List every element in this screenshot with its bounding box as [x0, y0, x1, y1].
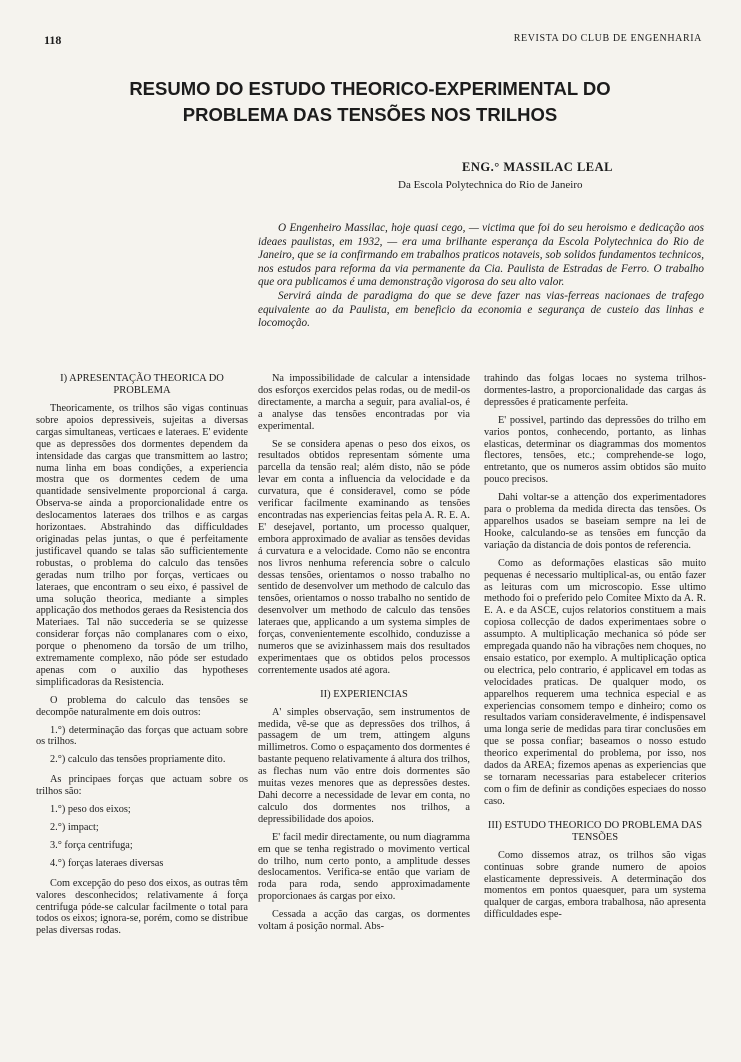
list-item: 2.°) calculo das tensões propriamente dito. — [50, 754, 226, 766]
problem-list — [36, 725, 248, 767]
author: ENG.° MASSILAC LEAL — [462, 160, 613, 174]
paragraph: Dahi voltar-se a attenção dos experimentadores para o problema da medida directa das tensões. Os apparelhos usados se baseiam sempre na lei de Hooke, calculando-se as tensões em funcção da variação da distancia de dois pontos de referencia. — [484, 492, 706, 551]
paragraph: E' possivel, partindo das depressões do trilho em varios pontos, conhecendo, portanto, as linhas elasticas, determinar os diagrammas dos momentos flectores, tensões, etc.; comprehende-se logo, entretanto, que os numeros assim obtidos são muito pouco precisos. — [484, 414, 706, 486]
affiliation: Da Escola Polytechnica do Rio de Janeiro — [398, 179, 583, 191]
list-item: 2.°) impact; — [50, 822, 99, 833]
paragraph: A' simples observação, sem instrumentos de medida, vê-se que as depressões dos trilhos, á passagem de um trem, attingem alguns millimetros. Como o espaçamento dos dormentes é bastante pequeno relativamente á altura dos trilhos, as flechas num vão entre dois dormentes são muitas vezes menores que as depressões destes. Dahi decorre a necessidade de levar em conta, no calculo dos dormentes nos trilhos, a depressibilidade dos apoios. — [258, 706, 470, 825]
list-item: 4.°) forças lateraes diversas — [50, 857, 164, 869]
forces-list — [36, 804, 248, 870]
list-item: 1.°) peso dos eixos; — [50, 804, 131, 816]
column-2 — [258, 373, 470, 939]
section-heading: I) APRESENTAÇÃO THEORICA DO PROBLEMA — [60, 373, 224, 396]
running-head: REVISTA DO CLUB DE ENGENHARIA — [513, 33, 702, 44]
intro-paragraph: Servirá ainda de paradigma do que se deve fazer nas vias-ferreas nacionaes de trafego equivalente ao da Paulista, em beneficio da economia e segurança de custeio das linhas e locomoção. — [258, 289, 704, 330]
title-line-2: PROBLEMA DAS TENSÕES NOS TRILHOS — [182, 104, 558, 125]
column-1 — [36, 373, 248, 943]
column-3 — [484, 373, 706, 927]
paragraph: Com excepção do peso dos eixos, as outras têm valores desconhecidos; relativamente á força centrifuga póde-se calcular facilmente o total para todos os eixos; ignora-se, porém, como se distribue pelas diversas rodas. — [36, 877, 248, 937]
paragraph: As principaes forças que actuam sobre os trilhos são: — [36, 774, 248, 798]
paragraph: Como as deformações elasticas são muito pequenas é necessario multiplical-as, ou então fazer as leituras com um microscopio. Esse ultimo methodo foi o preferido pelo Comitee Mixto da A. R. E. A. e da ASCE, cujos relatorios constituem a mais copiosa collecção de dados experimentaes sobre o assumpto. A multiplicação mechanica só póde ser empregada quando não ha vibrações nem choques, no ensaio estatico, por exemplo. A multiplicação optica ou electrica, pelo contrario, é applicavel em todas as velocidades praticas. De qualquer modo, os apparelhos requerem uma technica especial e as experiencias consomem tempo e dinheiro; como os resultados variam consideravelmente, é indispensavel uma longa serie de medidas para tirar conclusões em que se possa confiar; baseamos o nosso estudo theorico experimental do problema, por isso, nos dados da AREA; fizemos apenas as experiencias que se tornaram necessarias para estabelecer criterios com o fim de definir as condições especiaes do nosso caso. — [484, 557, 706, 807]
title-line-1: RESUMO DO ESTUDO THEORICO-EXPERIMENTAL DO — [129, 78, 611, 99]
editorial-intro — [258, 222, 704, 331]
paragraph: Na impossibilidade de calcular a intensidade dos esforços exercidos pelas rodas, ou de medil-os directamente, a marcha a seguir, para avalial-os, é a analyse das tensões encontradas por via experimental. — [258, 373, 470, 432]
list-item: 3.° força centrifuga; — [50, 839, 133, 851]
section-heading: III) ESTUDO THEORICO DO PROBLEMA DAS TENSÕES — [487, 819, 703, 843]
paragraph: O problema do calculo das tensões se decompõe naturalmente em dois outros: — [36, 694, 248, 718]
page-number: 118 — [44, 33, 62, 47]
paragraph: Se se considera apenas o peso dos eixos, os resultados obtidos representam sómente uma parcella da tensão real; além disto, não se póde levar em conta a influencia da velocidade e da curvatura, que é consideravel, como se póde verificar facilmente examinando as tensões encontradas nas experiencias feitas pela A. R. E. A. E' desejavel, portanto, um processo qualquer, embora approximado de avaliar as tensões devidas á curvatura e a velocidade. Como não se encontra nos livros nenhuma referencia sobre o calculo dessas tensões, orientamos o nosso trabalho no sentido de desenvolver um methodo de calculo das tensões, orientamos o nosso trabalho no sentido de desenvolver um methodo de calculo das tensões lateraes que, applicando a um systema simples de forças, convenientemente escolhido, conduzisse a numeros que se avizinhassem mais dos resultados experimentaes que os obtidos pelos processos correntemente usados até agora. — [258, 438, 470, 676]
paragraph: Theoricamente, os trilhos são vigas continuas sobre apoios depressiveis, sujeitas a diversas cargas simultaneas, verticaes e lateraes. E' evidente que as depressões dos dormentes dependem da intensidade das cargas que transmittem ao lastro; numa linha em boas condições, a experiencia mostra que os dormentes cedem de uma quantidade sensivelmente proporcional á carga. Observa-se ainda a proporcionalidade entre os deslocamentos lateraes dos trilhos e as cargas horizontaes. Abstrahindo das difficuldades originadas pelas juntas, o que é perfeitamente justificavel quando se talas são sufficientemente robustas, o problema do calculo das tensões geradas num trilho por forças, verticaes ou lateraes, que encontram o seu eixo, é passivel de uma solução theorica, mediante a simples applicação dos methodos geraes da Resistencia dos Materiaes. Tal não succederia se se quizesse considerar forças não complanares com o eixo, porque o phenomeno da torsão de um trilho, extremamente complexo, não póde ser estudado apenas com o auxilio das hypotheses simplificadoras da Resistencia. — [36, 403, 248, 688]
paragraph: E' facil medir directamente, ou num diagramma em que se tenha registrado o movimento vertical do trilho, num certo ponto, a amplitude desses deslocamentos. Verifica-se então que variam de roda para roda, sendo approximadamente proporcionaes ás cargas por eixo. — [258, 831, 470, 903]
paragraph: Cessada a acção das cargas, os dormentes voltam á posição normal. Abs- — [258, 909, 470, 933]
paragraph: trahindo das folgas locaes no systema trilhos-dormentes-lastro, a proporcionalidade das cargas ás depressões é praticamente perfeita. — [484, 373, 706, 408]
intro-paragraph: O Engenheiro Massilac, hoje quasi cego, — victima que foi do seu heroismo e dedicação aos ideaes paulistas, em 1932, — era uma brilhante esperança da Escola Polytechnica do Rio de Janeiro, que se ia confirmando em trabalhos praticos notaveis, sob solidos fundamentos technicos, nos estudos para reforma da via permanente da Cia. Paulista de Estradas de Ferro. O trabalho que ora publicamos é uma demonstração vigorosa do seu alto valor. — [258, 222, 704, 289]
section-heading: II) EXPERIENCIAS — [320, 688, 408, 700]
list-item: 1.°) determinação das forças que actuam sobre os trilhos. — [36, 724, 248, 748]
paragraph: Como dissemos atraz, os trilhos são vigas continuas sobre grande numero de apoios elasticamente depressiveis. A determinação dos momentos em pontos quaesquer, para um systema qualquer de cargas, embora trabalhosa, não apresenta difficuldades espe- — [484, 849, 706, 921]
article-title — [40, 76, 700, 128]
